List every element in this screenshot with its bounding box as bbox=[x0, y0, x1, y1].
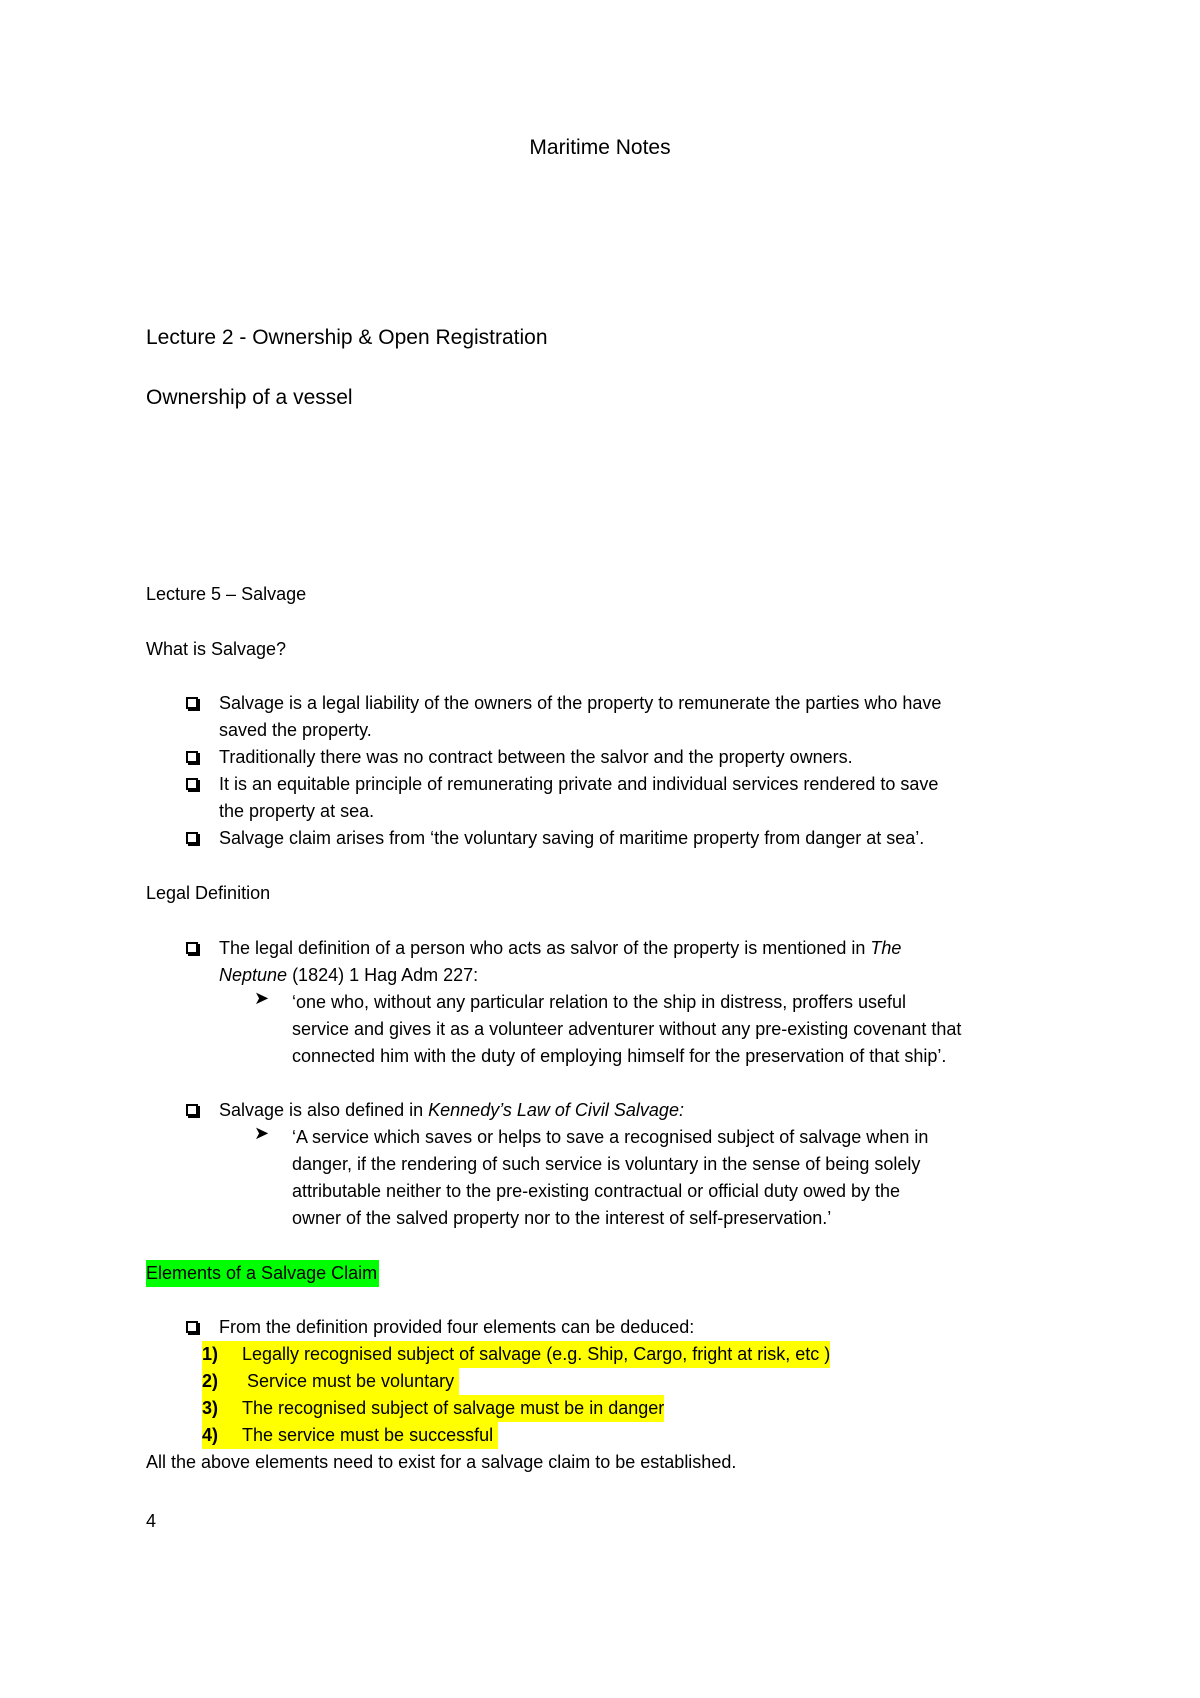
element-text: Legally recognised subject of salvage (e.g. Ship, Cargo, fright at risk, etc ) bbox=[242, 1344, 831, 1364]
quote-line: attributable neither to the pre-existing contractual or official duty owed by the bbox=[292, 1181, 901, 1201]
legal-definition-heading: Legal Definition bbox=[146, 883, 271, 903]
case-name: The bbox=[870, 938, 902, 958]
list-item-continuation: the property at sea. bbox=[219, 801, 375, 821]
checkbox-bullet-icon bbox=[186, 697, 198, 709]
element-number: 2) bbox=[202, 1371, 219, 1391]
element-text: Service must be voluntary bbox=[242, 1371, 460, 1391]
checkbox-bullet-icon bbox=[186, 832, 198, 844]
quote-line: owner of the salved property nor to the interest of self-preservation.’ bbox=[292, 1208, 832, 1228]
lecture2-heading: Lecture 2 - Ownership & Open Registration bbox=[146, 326, 548, 349]
conclusion-text: All the above elements need to exist for a salvage claim to be established. bbox=[146, 1452, 737, 1472]
element-item bbox=[202, 1368, 459, 1395]
element-item bbox=[202, 1422, 498, 1449]
quote-line: service and gives it as a volunteer adventurer without any pre-existing covenant that bbox=[292, 1019, 962, 1039]
quote-line: connected him with the duty of employing himself for the preservation of that ship’. bbox=[292, 1046, 947, 1066]
element-text: The recognised subject of salvage must be in danger bbox=[242, 1398, 665, 1418]
arrow-bullet-icon: ➤ bbox=[254, 1123, 270, 1143]
legal-def-text: The legal definition of a person who acts as salvor of the property is mentioned in bbox=[219, 938, 871, 958]
quote-line: ‘A service which saves or helps to save a recognised subject of salvage when in bbox=[292, 1127, 929, 1147]
page-number: 4 bbox=[146, 1511, 157, 1531]
list-item: It is an equitable principle of remunerating private and individual services rendered to save bbox=[219, 774, 939, 794]
checkbox-bullet-icon bbox=[186, 778, 198, 790]
case-name: Neptune bbox=[219, 965, 288, 985]
element-item bbox=[202, 1341, 830, 1368]
element-text: The service must be successful bbox=[242, 1425, 499, 1445]
element-number: 3) bbox=[202, 1398, 219, 1418]
list-item-continuation: saved the property. bbox=[219, 720, 372, 740]
case-citation: (1824) 1 Hag Adm 227: bbox=[287, 965, 479, 985]
quote-line: ‘one who, without any particular relation to the ship in distress, proffers useful bbox=[292, 992, 906, 1012]
element-number: 4) bbox=[202, 1425, 219, 1445]
list-item: Traditionally there was no contract between the salvor and the property owners. bbox=[219, 747, 853, 767]
checkbox-bullet-icon bbox=[186, 751, 198, 763]
elements-intro: From the definition provided four elements can be deduced: bbox=[219, 1317, 695, 1337]
checkbox-bullet-icon bbox=[186, 1104, 198, 1116]
book-title: Kennedy’s Law of Civil Salvage: bbox=[428, 1100, 684, 1120]
element-item bbox=[202, 1395, 664, 1422]
list-item: Salvage claim arises from ‘the voluntary saving of maritime property from danger at sea’. bbox=[219, 828, 925, 848]
list-item-continuation bbox=[219, 962, 478, 989]
lecture5-heading: Lecture 5 – Salvage bbox=[146, 584, 307, 604]
checkbox-bullet-icon bbox=[186, 1321, 198, 1333]
list-item: Salvage is a legal liability of the owners of the property to remunerate the parties who have bbox=[219, 693, 942, 713]
quote-line: danger, if the rendering of such service is voluntary in the sense of being solely bbox=[292, 1154, 921, 1174]
ownership-heading: Ownership of a vessel bbox=[146, 386, 353, 409]
checkbox-bullet-icon bbox=[186, 942, 198, 954]
list-item bbox=[219, 1097, 684, 1124]
kennedy-text: Salvage is also defined in bbox=[219, 1100, 429, 1120]
what-is-salvage-heading: What is Salvage? bbox=[146, 639, 287, 659]
elements-heading: Elements of a Salvage Claim bbox=[146, 1260, 379, 1287]
arrow-bullet-icon: ➤ bbox=[254, 988, 270, 1008]
document-title: Maritime Notes bbox=[529, 136, 671, 159]
element-number: 1) bbox=[202, 1344, 219, 1364]
list-item bbox=[219, 935, 901, 962]
